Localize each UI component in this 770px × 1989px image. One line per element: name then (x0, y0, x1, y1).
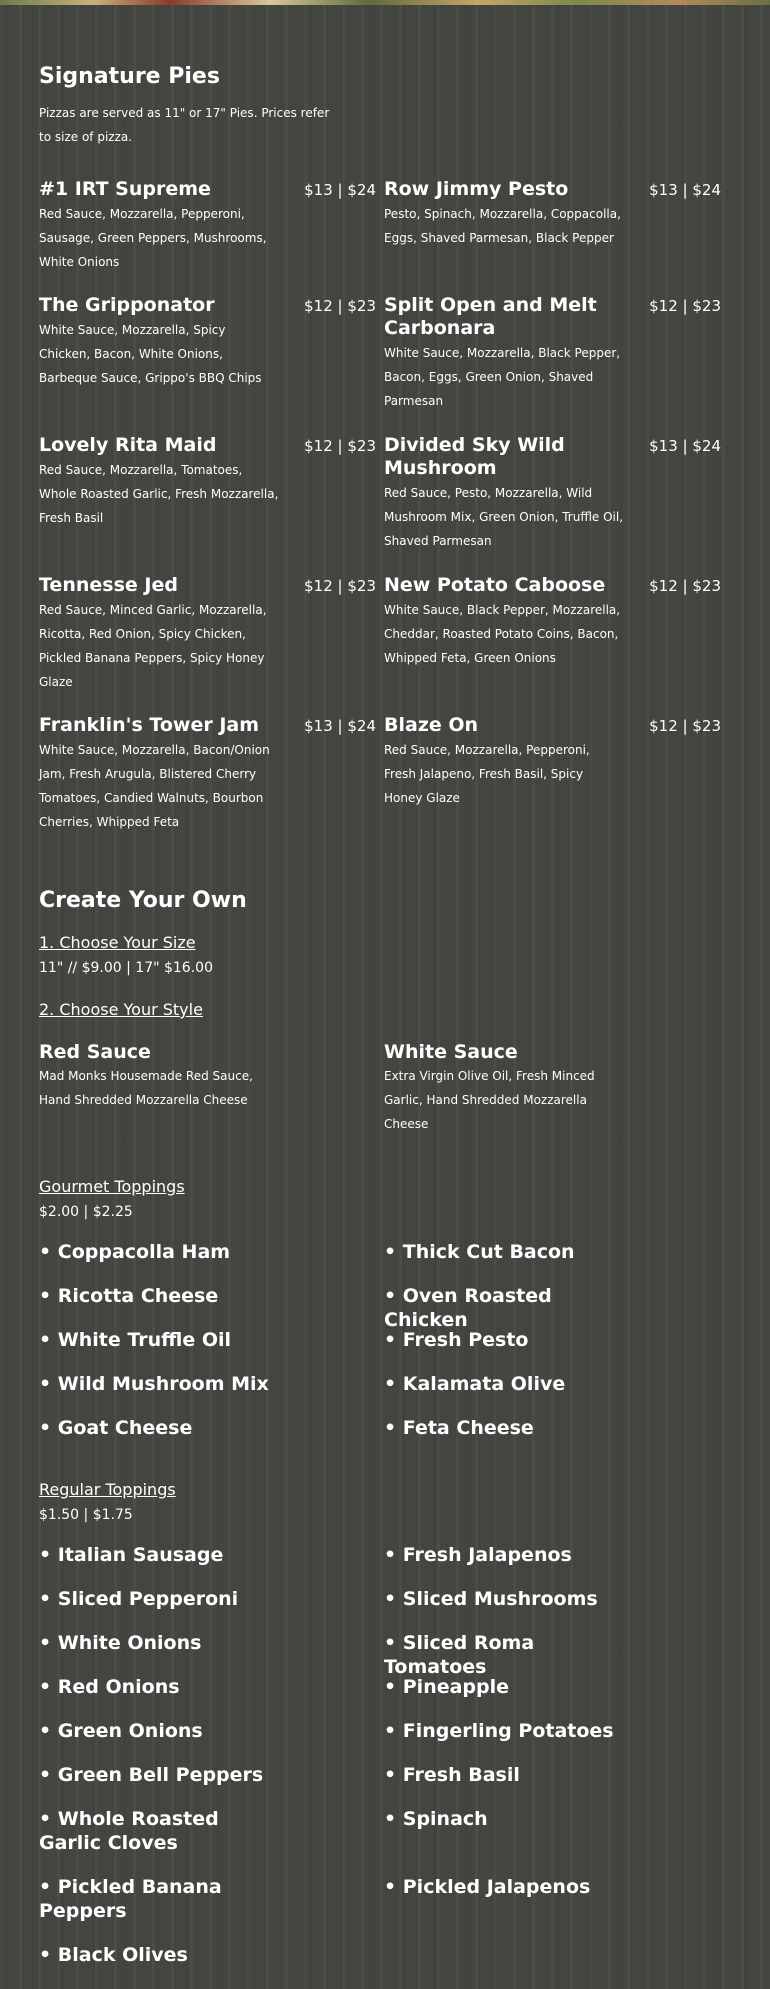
pie-price: $12 | $23 (304, 577, 376, 595)
pie-item (39, 178, 384, 274)
pie-item (39, 294, 384, 390)
gourmet-topping: • White Truffle Oil (39, 1329, 231, 1351)
regular-topping: • Sliced Pepperoni (39, 1588, 239, 1610)
pie-item (384, 714, 729, 810)
gourmet-topping: • Kalamata Olive (384, 1373, 566, 1395)
signature-intro: Pizzas are served as 11" or 17" Pies. Prices refer to size of pizza. (39, 106, 330, 144)
pie-item (384, 574, 729, 670)
pie-name: Lovely Rita Maid (39, 434, 217, 456)
pie-name: The Gripponator (39, 294, 215, 316)
pie-name: Blaze On (384, 714, 479, 736)
gourmet-topping: • Feta Cheese (384, 1417, 534, 1439)
gourmet-topping: • Coppacolla Ham (39, 1241, 231, 1263)
pie-price: $12 | $23 (649, 297, 721, 315)
gourmet-toppings-heading: Gourmet Toppings (39, 1177, 185, 1196)
red-sauce-description: Mad Monks Housemade Red Sauce, Hand Shredded Mozzarella Cheese (39, 1069, 253, 1107)
pie-item (39, 434, 384, 530)
pie-description: Red Sauce, Mozzarella, Pepperoni, Sausage, Green Peppers, Mushrooms, White Onions (39, 207, 267, 269)
regular-toppings-heading: Regular Toppings (39, 1480, 176, 1499)
red-sauce-title: Red Sauce (39, 1041, 151, 1063)
pie-description: White Sauce, Black Pepper, Mozzarella, Cheddar, Roasted Potato Coins, Bacon, Whipped Feta, Green Onions (384, 603, 621, 665)
pie-description: Red Sauce, Minced Garlic, Mozzarella, Ricotta, Red Onion, Spicy Chicken, Pickled Banana Peppers, Spicy Honey Glaze (39, 603, 267, 689)
gourmet-toppings-price: $2.00 | $2.25 (39, 1204, 133, 1220)
pie-price: $13 | $24 (649, 437, 721, 455)
pie-description: White Sauce, Mozzarella, Black Pepper, Bacon, Eggs, Green Onion, Shaved Parmesan (384, 346, 621, 408)
pie-name: Tennesse Jed (39, 574, 178, 596)
regular-topping: • Fingerling Potatoes (384, 1720, 614, 1742)
gourmet-topping: • Wild Mushroom Mix (39, 1373, 269, 1395)
step-choose-style: 2. Choose Your Style (39, 1000, 203, 1019)
regular-topping: • Pickled Jalapenos (384, 1876, 591, 1898)
pie-description: Red Sauce, Mozzarella, Pepperoni, Fresh Jalapeno, Fresh Basil, Spicy Honey Glaze (384, 743, 590, 805)
pie-name: Divided Sky Wild Mushroom (384, 434, 565, 479)
pie-price: $13 | $24 (304, 717, 376, 735)
pie-item (384, 178, 729, 250)
pie-description: Red Sauce, Mozzarella, Tomatoes, Whole Roasted Garlic, Fresh Mozzarella, Fresh Basil (39, 463, 279, 525)
pie-price: $12 | $23 (649, 577, 721, 595)
gourmet-topping: • Fresh Pesto (384, 1329, 529, 1351)
pie-description: Red Sauce, Pesto, Mozzarella, Wild Mushroom Mix, Green Onion, Truffle Oil, Shaved Parmesan (384, 486, 624, 548)
gourmet-topping: • Thick Cut Bacon (384, 1241, 575, 1263)
pie-price: $13 | $24 (649, 181, 721, 199)
regular-topping: • Red Onions (39, 1676, 180, 1698)
pie-name: Split Open and Melt Carbonara (384, 294, 597, 339)
header-photo-strip (0, 0, 770, 5)
regular-topping: • White Onions (39, 1632, 202, 1654)
pie-item (39, 714, 384, 834)
size-prices: 11" // $9.00 | 17" $16.00 (39, 960, 213, 976)
pie-description: White Sauce, Mozzarella, Bacon/Onion Jam, Fresh Arugula, Blistered Cherry Tomatoes, Candied Walnuts, Bourbon Cherries, Whipped Feta (39, 743, 270, 829)
pie-description: Pesto, Spinach, Mozzarella, Coppacolla, Eggs, Shaved Parmesan, Black Pepper (384, 207, 621, 245)
signature-pies-heading: Signature Pies (39, 64, 220, 89)
white-sauce-title: White Sauce (384, 1041, 518, 1063)
regular-topping: • Black Olives (39, 1944, 188, 1966)
pie-name: Row Jimmy Pesto (384, 178, 569, 200)
regular-topping: • Whole Roasted Garlic Cloves (39, 1808, 219, 1854)
gourmet-topping: • Goat Cheese (39, 1417, 193, 1439)
white-sauce-style (384, 1040, 624, 1136)
regular-topping: • Fresh Jalapenos (384, 1544, 572, 1566)
regular-topping: • Sliced Mushrooms (384, 1588, 598, 1610)
step-choose-size: 1. Choose Your Size (39, 933, 196, 952)
white-sauce-description: Extra Virgin Olive Oil, Fresh Minced Garlic, Hand Shredded Mozzarella Cheese (384, 1069, 595, 1131)
pie-price: $12 | $23 (649, 717, 721, 735)
pie-price: $13 | $24 (304, 181, 376, 199)
regular-topping: • Pineapple (384, 1676, 510, 1698)
pie-item (39, 574, 384, 694)
gourmet-topping: • Ricotta Cheese (39, 1285, 219, 1307)
regular-topping: • Green Onions (39, 1720, 203, 1742)
pie-item (384, 434, 729, 553)
red-sauce-style (39, 1040, 279, 1112)
pie-item (384, 294, 729, 413)
create-your-own-heading: Create Your Own (39, 888, 247, 913)
regular-topping: • Italian Sausage (39, 1544, 224, 1566)
regular-topping: • Green Bell Peppers (39, 1764, 264, 1786)
regular-topping: • Fresh Basil (384, 1764, 520, 1786)
pie-name: #1 IRT Supreme (39, 178, 211, 200)
pie-name: Franklin's Tower Jam (39, 714, 260, 736)
regular-topping: • Spinach (384, 1808, 488, 1830)
regular-topping: • Sliced Roma Tomatoes (384, 1632, 535, 1678)
regular-topping: • Pickled Banana Peppers (39, 1876, 222, 1922)
pie-description: White Sauce, Mozzarella, Spicy Chicken, Bacon, White Onions, Barbeque Sauce, Grippo's BBQ Chips (39, 323, 262, 385)
regular-toppings-price: $1.50 | $1.75 (39, 1507, 133, 1523)
pie-price: $12 | $23 (304, 437, 376, 455)
pie-price: $12 | $23 (304, 297, 376, 315)
gourmet-topping: • Oven Roasted Chicken (384, 1285, 552, 1331)
pie-name: New Potato Caboose (384, 574, 606, 596)
